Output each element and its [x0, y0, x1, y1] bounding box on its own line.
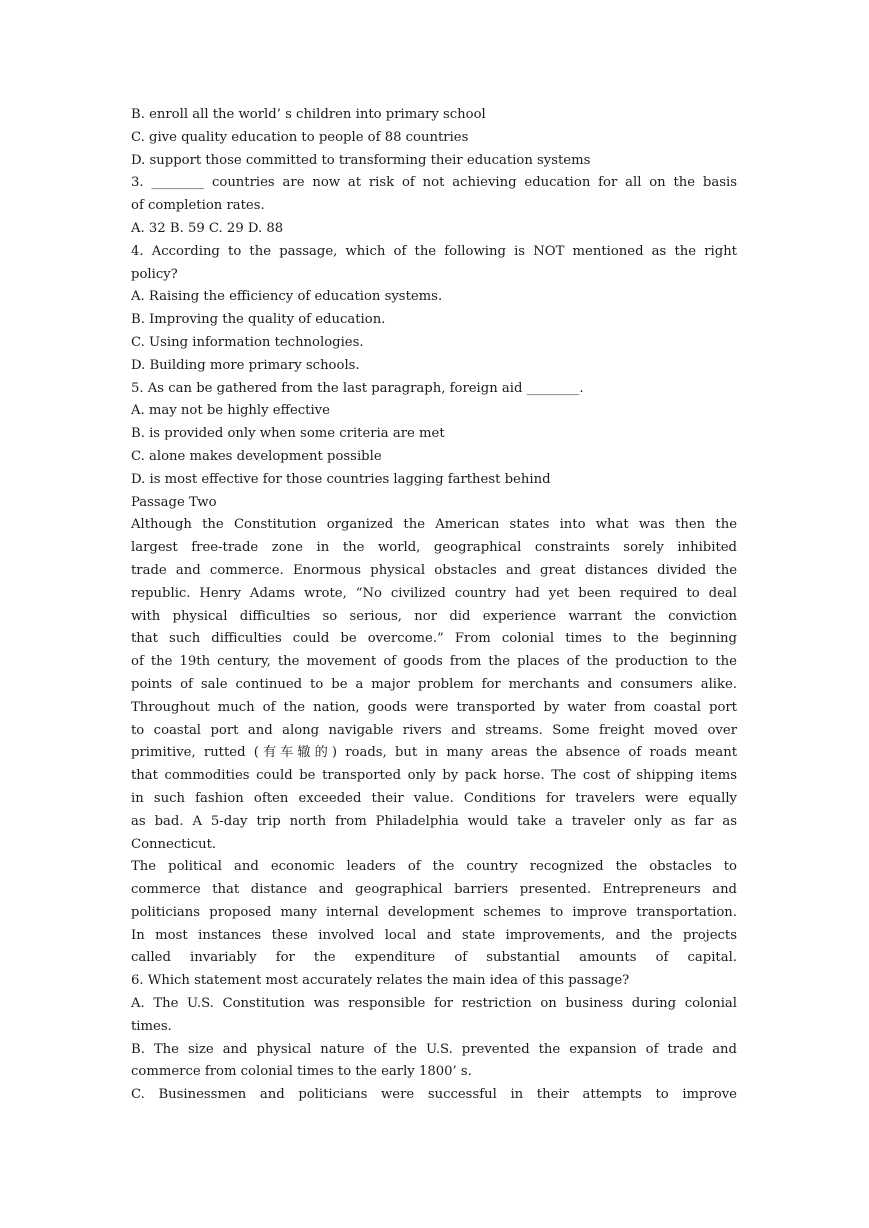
text-line: republic. Henry Adams wrote, “No civilized country had yet been required to deal [131, 585, 737, 601]
text-line: to coastal port and along navigable rivers and streams. Some freight moved over [131, 722, 737, 738]
text-line: points of sale continued to be a major problem for merchants and consumers alike. [131, 676, 737, 692]
text-line: C. give quality education to people of 88 countries [131, 129, 469, 145]
text-line: 4. According to the passage, which of the following is NOT mentioned as the right [131, 243, 737, 259]
text-line: C. alone makes development possible [131, 448, 382, 464]
text-line: Although the Constitution organized the American states into what was then the [131, 517, 737, 533]
text-line: Connecticut. [131, 836, 217, 852]
text-line: Passage Two [131, 494, 217, 510]
text-line: that commodities could be transported only by pack horse. The cost of shipping items [131, 768, 737, 784]
text-line: commerce that distance and geographical barriers presented. Entrepreneurs and [131, 882, 737, 898]
text-line: D. is most effective for those countries lagging farthest behind [131, 471, 551, 487]
text-line: politicians proposed many internal development schemes to improve transportation. [131, 904, 737, 920]
text-line: in such fashion often exceeded their value. Conditions for travelers were equally [131, 790, 737, 806]
text-line: commerce from colonial times to the early 1800’ s. [131, 1064, 472, 1080]
text-line: that such difficulties could be overcome.” From colonial times to the beginning [131, 631, 737, 647]
text-line: trade and commerce. Enormous physical obstacles and great distances divided the [131, 562, 737, 578]
text-line: of the 19th century, the movement of goods from the places of the production to the [131, 654, 737, 670]
text-line: 3. ________ countries are now at risk of not achieving education for all on the basis [131, 175, 737, 191]
text-line: D. support those committed to transforming their education systems [131, 152, 591, 168]
text-line: The political and economic leaders of the country recognized the obstacles to [131, 859, 737, 875]
text-line: C. Businessmen and politicians were successful in their attempts to improve [131, 1087, 737, 1103]
text-line: A. The U.S. Constitution was responsible for restriction on business during colonial [131, 996, 737, 1012]
text-line: of completion rates. [131, 198, 265, 214]
text-line: B. enroll all the world’ s children into primary school [131, 107, 486, 122]
text-line: A. 32 B. 59 C. 29 D. 88 [131, 220, 284, 236]
text-line: times. [131, 1018, 172, 1034]
text-line: D. Building more primary schools. [131, 357, 360, 373]
text-line: 5. As can be gathered from the last paragraph, foreign aid ________. [131, 380, 584, 396]
text-line: B. Improving the quality of education. [131, 312, 386, 328]
text-line: C. Using information technologies. [131, 334, 364, 350]
text-line: In most instances these involved local and state improvements, and the projects [131, 927, 737, 943]
text-line: as bad. A 5-day trip north from Philadelphia would take a traveler only as far as [131, 813, 737, 829]
text-line: largest free-trade zone in the world, geographical constraints sorely inhibited [131, 540, 737, 556]
text-line: Throughout much of the nation, goods were transported by water from coastal port [131, 699, 737, 715]
text-line: B. The size and physical nature of the U.S. prevented the expansion of trade and [131, 1041, 737, 1057]
document-page [131, 104, 737, 1107]
text-line: with physical difficulties so serious, nor did experience warrant the conviction [131, 608, 737, 624]
text-line: A. Raising the efficiency of education systems. [131, 289, 443, 305]
text-line: called invariably for the expenditure of substantial amounts of capital. [131, 950, 737, 966]
text-line: policy? [131, 266, 178, 282]
text-line: 6. Which statement most accurately relates the main idea of this passage? [131, 973, 630, 989]
text-line: primitive, rutted (有车辙的) roads, but in many areas the absence of roads meant [131, 745, 737, 761]
text-line: B. is provided only when some criteria are met [131, 426, 445, 442]
text-line: A. may not be highly effective [131, 403, 330, 419]
